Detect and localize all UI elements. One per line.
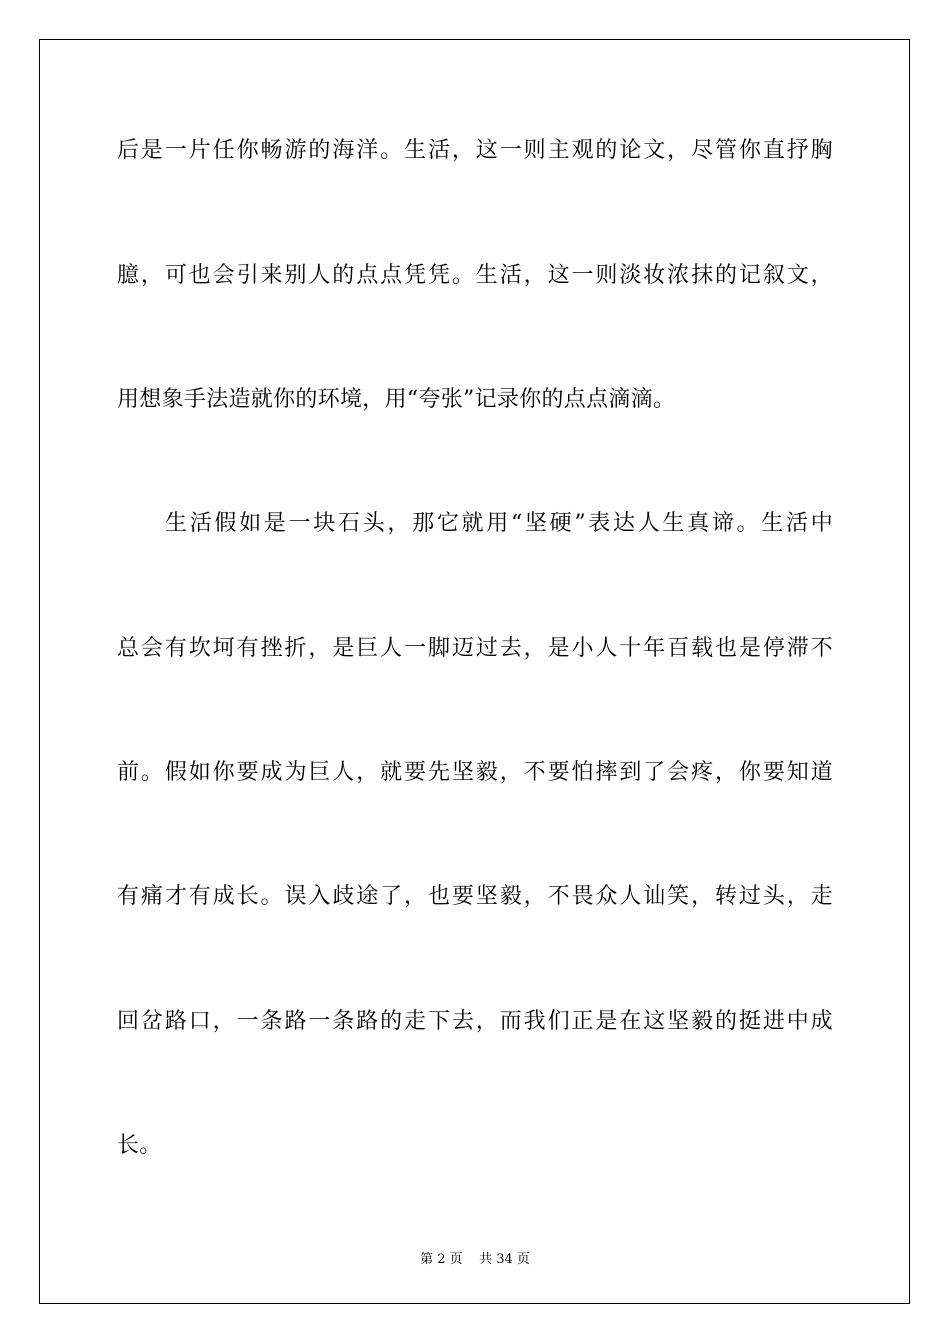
paragraph-2-line-3: 前。假如你要成为巨人，就要先坚毅，不要怕摔到了会疼，你要知道 [117,760,833,785]
paragraph-1-line-2: 臆，可也会引来别人的点点凭凭。生活，这一则淡妆浓抹的记叙文， [117,263,833,288]
page-border [39,39,910,1304]
paragraph-2-line-4: 有痛才有成长。误入歧途了，也要坚毅，不畏众人讪笑，转过头，走 [117,884,833,909]
paragraph-2-line-6: 长。 [117,1133,162,1158]
paragraph-2-line-2: 总会有坎坷有挫折，是巨人一脚迈过去，是小人十年百载也是停滞不 [117,636,833,661]
paragraph-1-line-1: 后是一片任你畅游的海洋。生活，这一则主观的论文，尽管你直抒胸 [117,138,833,163]
paragraph-2-line-5: 回岔路口，一条路一条路的走下去，而我们正是在这坚毅的挺进中成 [117,1009,833,1034]
paragraph-1-line-3: 用想象手法造就你的环境，用“夸张”记录你的点点滴滴。 [117,387,676,412]
page-number: 第 2 页 共 34 页 [420,1252,530,1267]
paragraph-2-line-1: 生活假如是一块石头，那它就用“坚硬”表达人生真谛。生活中 [165,511,833,536]
